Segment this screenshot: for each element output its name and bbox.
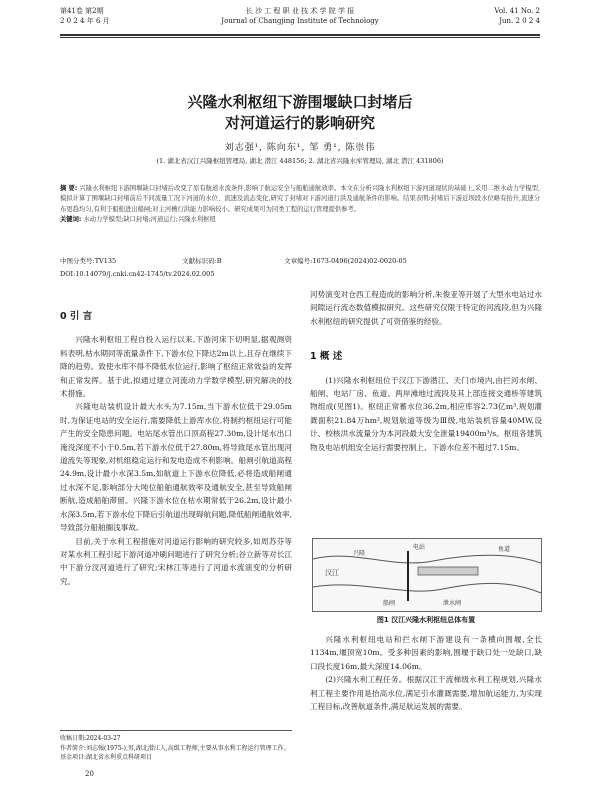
abstract-text: 兴隆水利枢纽下游围堰缺口封堵后改变了原有航道水流条件,影响了航运安全与船舶通航效率。本文在分析兴隆水利枢纽下游河道现状的基础上,采用二维水动力学模型,模拟计算了围堰缺口封堵前后不同流量工况下河道的水位、流速及流态变化,研究了封堵对下游河道行洪及通航条件的影响。结果表明:封堵后下游近坝段水位略有抬升,流速分布更趋均匀,有利于船舶进出船闸;对主河槽行洪能力影响较小。研究成果可为同类工程的运行管理提供参考。 <box>60 185 540 213</box>
issue-date: 2 0 2 4 年 6 月 <box>60 17 110 25</box>
intro-paragraph-3: 目前,关于水利工程措施对河道运行影响的研究较多,如周苏芬等对某水利工程引起下游河道冲刷问题进行了研究分析;谷立新等对长江中下游分汊河道进行了研究;宋林江等进行了河道水流演变的分析研究。 <box>60 536 292 586</box>
received-date: 收稿日期:2024-03-27 <box>60 735 121 742</box>
label-xinglong: 兴隆 <box>353 550 366 557</box>
section-heading-intro: 0 引 言 <box>60 311 93 322</box>
abstract-block <box>60 184 540 226</box>
abstract-label: 摘 要: <box>60 185 78 192</box>
volume-issue-en: Vol. 41 No. 2 <box>494 7 540 15</box>
layout-map-drawing <box>313 539 541 611</box>
label-powerstation: 电站 <box>413 544 426 551</box>
label-river: 汉江 <box>325 569 339 577</box>
right-column <box>310 288 542 454</box>
affiliation: (1. 湖北省汉江兴隆枢纽管理局, 湖北 潜江 448156; 2. 湖北省兴隆水库管理局, 湖北 潜江 431806) <box>156 157 444 165</box>
clc-number: 中图分类号:TV135 <box>60 257 117 265</box>
overview-paragraph-1: (1)兴隆水利枢纽位于汉江下游潜江、天门市境内,由拦河水闸、船闸、电站厂房、鱼道、两岸滩地过流段及其上部连接交通桥等建筑物组成(见图1)。枢纽正常蓄水位36.2m,相应库容2.73亿m³,规划灌溉面积21.84万hm²,规划航道等级为Ⅲ级,电站装机容量40MW,设计、校核洪水流量分为本河段最大安全泄量19400m³/s。枢纽各建筑物及电站机组安全运行需要控制上、下游水位差不超过7.15m。 <box>310 375 542 452</box>
fund-info: 基金项目:湖北省水利重点科研项目 <box>60 754 153 761</box>
article-title <box>0 92 600 134</box>
title-line-2: 对河道运行的影响研究 <box>224 114 375 132</box>
keywords-text: 水动力学模型;缺口封堵;河道运行;兴隆水利枢纽 <box>83 216 216 224</box>
footnote <box>60 730 292 763</box>
intro-paragraph-1: 兴隆水利枢纽工程自投入运行以来,下游河床下切明显,据观测资料表明,枯水期同等流量条件下,下游水位下降达2m以上,且存在继续下降的趋势。致使水库不得不降低水位运行,影响了枢纽正常效益的发挥和正常发挥。基于此,拟通过建立河流动力学数学模型,研究解决的技术措施。 <box>60 335 292 399</box>
header-right <box>494 6 540 26</box>
running-header <box>60 6 540 34</box>
intro-paragraph-2: 兴隆电站装机设计最大水头为7.15m,当下游水位低于29.05m时,为保证电站的安全运行,需要降低上游库水位,将制约枢纽运行可能产生的安全隐患问题。电站尾水管出口顶高程27.30m,设计尾水出口淹没深度不小于0.5m,若下游水位低于27.80m,将导致尾水管出现河道流失等现象,对机组稳定运行和发电造成不利影响。船闸引航道高程24.9m,设计最小水深3.5m,如航道上下游水位降低,必将造成船闸通过水深不足,影响部分大吨位船舶通航效率及通航安全,甚至导致船闸断航,造成船舶滞留。兴隆下游水位在枯水期常低于26.2m,设计最小水深3.5m,若下游水位下降后引航道出现碍航问题,降低船闸通航效率,导致部分船舶搁浅事故。 <box>60 402 292 533</box>
right-column-lower <box>310 633 542 713</box>
journal-name-zh: 长 沙 工 程 职 业 技 术 学 院 学 报 <box>245 7 355 15</box>
keywords-label: 关键词: <box>60 216 82 224</box>
title-line-1: 兴隆水利枢纽下游围堰缺口封堵后 <box>187 93 413 111</box>
authors: 刘志强¹, 陈向东¹, 邹 勇¹, 陈崇伟 <box>224 143 376 153</box>
figure-1-caption: 图1 汉江兴隆水利枢纽总体布置 <box>376 616 476 624</box>
river-bank-south <box>313 583 541 593</box>
volume-issue: 第41卷 第2期 <box>60 7 104 15</box>
label-shiplock: 船闸 <box>383 600 396 607</box>
header-rule <box>60 34 540 38</box>
left-column <box>60 288 292 588</box>
journal-name-en: Journal of Changjing Institute of Technology <box>221 17 379 25</box>
issue-date-en: Jun. 2 0 2 4 <box>499 17 540 25</box>
page-number: 20 <box>85 770 94 778</box>
author-bio: 作者简介:刘志强(1975-),男,湖北潜江人,高级工程师,主要从事水利工程运行管理工作。 <box>60 744 290 752</box>
overview-paragraph-2: 兴隆水利枢纽电站和拦水闸下游建设有一条横向围堰,全长1134m,堰顶宽10m。受多种因素的影响,围堰于缺口处一处缺口,缺口段长度16m,最大深度14.06m。 <box>310 635 542 671</box>
doi: DOI:10.14079/j.cnki.cn42-1745/tv.2024.02.005 <box>60 270 215 278</box>
label-sluice: 泄水闸 <box>443 600 462 607</box>
figure-1-layout-map <box>312 538 542 612</box>
right-paragraph-0: 河势演变对仓西工程造成的影响分析,朱俊亚等开展了大型水电站过水间隙运行流态数值模拟研究。这些研究仅限于特定的河流段,但为兴隆水利枢纽的研究提供了可资借鉴的经验。 <box>310 290 542 326</box>
label-fishway: 鱼道 <box>498 546 511 553</box>
document-code: 文献标识码:B <box>182 257 222 265</box>
article-number: 文章编号:1673-0496(2024)02-0020-05 <box>284 257 407 265</box>
cofferdam <box>418 567 478 575</box>
header-center <box>60 6 540 26</box>
overview-paragraph-3: (2)兴隆水利工程任务。根据汉江干流梯级水利工程规划,兴隆水利工程主要作用是抬高水位,满足引水灌溉需要,增加航运能力,为实现工程目标,改善航道条件,满足航运发展的需要。 <box>310 675 542 712</box>
classification-line <box>60 256 540 265</box>
section-heading-overview: 1 概 述 <box>310 351 343 363</box>
river-bank-north <box>313 555 541 563</box>
